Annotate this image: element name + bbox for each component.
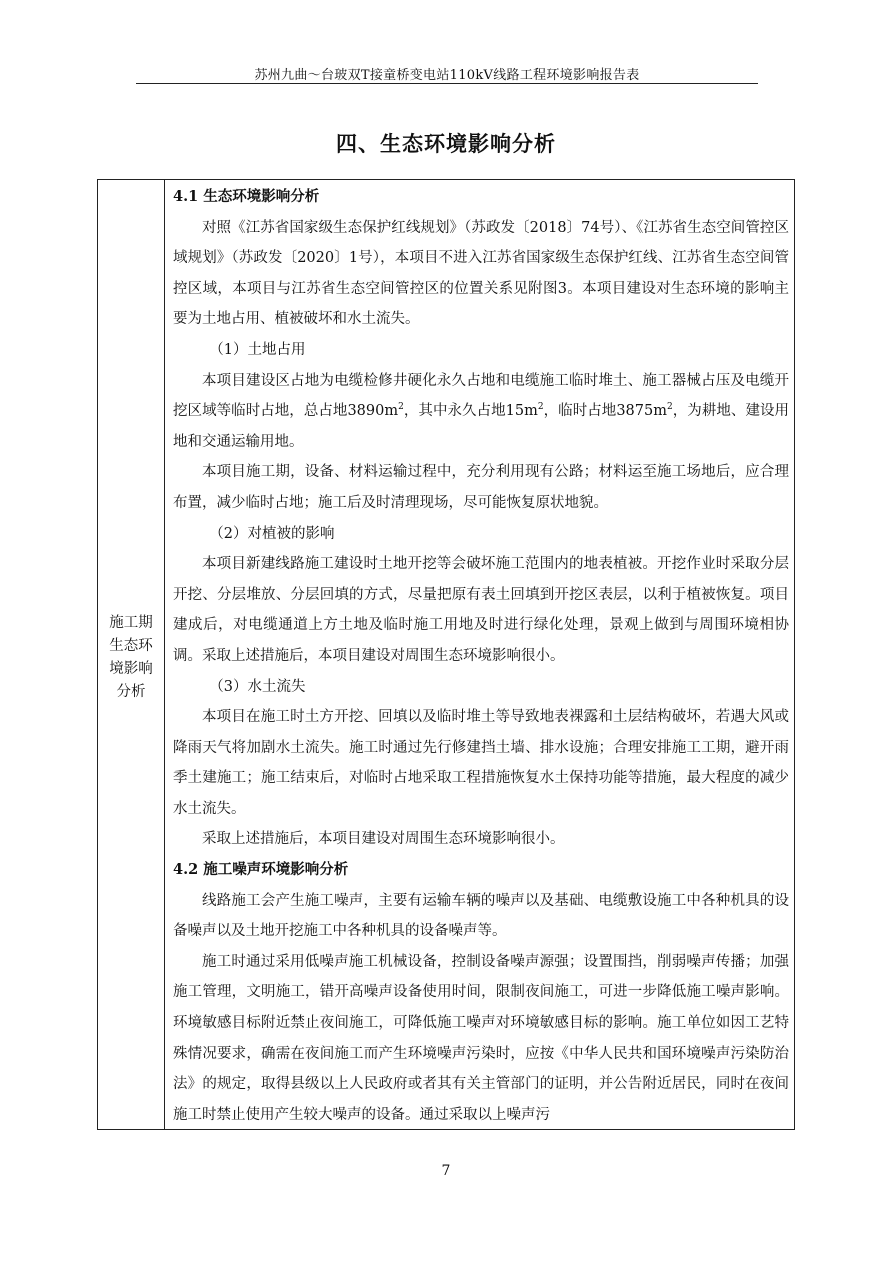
paragraph: 本项目施工期，设备、材料运输过程中，充分利用现有公路；材料运至施工场地后，应合理布置，减少临时占地；施工后及时清理现场，尽可能恢复原状地貌。 [173,464,789,511]
subheading-soil-erosion: （3）水土流失 [209,678,306,695]
paragraph: 本项目新建线路施工建设时土地开挖等会破坏施工范围内的地表植被。开挖作业时采取分层开挖、分层堆放、分层回填的方式，尽量把原有表土回填到开挖区表层，以利于植被恢复。项目建成后，对电缆通道上方土地及临时施工用地及时进行绿化处理，景观上做到与周围环境相协调。采取上述措施后，本项目建设对周围生态环境影响很小。 [173,556,789,664]
text-run: ，临时占地3875m [543,403,667,420]
paragraph: 对照《江苏省国家级生态保护红线规划》（苏政发〔2018〕74号）、《江苏省生态空间管控区域规划》（苏政发〔2020〕1号），本项目不进入江苏省国家级生态保护红线、江苏省生态空间管控区域，本项目与江苏省生态空间管控区的位置关系见附图3。本项目建设对生态环境的影响主要为土地占用、植被破坏和水土流失。 [173,219,789,328]
superscript: 2 [666,402,673,413]
chapter-title: 四、生态环境影响分析 [336,131,556,156]
page-number: 7 [441,1163,451,1179]
row-label-line: 分析 [116,684,146,700]
content-cell [173,182,789,1130]
superscript: 2 [398,402,404,413]
text-run: ，为耕地、建设用地和交通运输用地。 [173,403,790,450]
header-rule [136,83,758,84]
paragraph: 采取上述措施后，本项目建设对周围生态环境影响很小。 [202,831,565,848]
text-run: ，其中永久占地15m [403,403,538,420]
running-header: 苏州九曲～台玻双T接童桥变电站110kV线路工程环境影响报告表 [254,68,640,83]
analysis-table [97,179,795,1130]
superscript: 2 [537,402,544,413]
paragraph: 本项目在施工时土方开挖、回填以及临时堆土等导致地表裸露和土层结构破坏，若遇大风或降雨天气将加剧水土流失。施工时通过先行修建挡土墙、排水设施；合理安排施工工期，避开雨季土建施工；施工结束后，对临时占地采取工程措施恢复水土保持功能等措施，最大程度的减少水土流失。 [173,709,789,817]
row-label [98,612,164,704]
row-label-line: 生态环 [109,638,153,654]
row-label-line: 境影响 [109,661,153,677]
paragraph: 线路施工会产生施工噪声，主要有运输车辆的噪声以及基础、电缆敷设施工中各种机具的设备噪声以及土地开挖施工中各种机具的设备噪声等。 [173,892,789,940]
row-label-line: 施工期 [109,615,153,631]
section-heading-ecology: 4.1 生态环境影响分析 [173,188,320,205]
subheading-land-use: （1）土地占用 [209,341,306,358]
paragraph-land-area [173,366,789,458]
subheading-vegetation: （2）对植被的影响 [209,525,335,542]
text-run: 本项目建设区占地为电缆检修井硬化永久占地和电缆施工临时堆土、施工器械占压及电缆开挖区域等临时占地，总占地3890m [173,372,789,420]
section-heading-noise: 4.2 施工噪声环境影响分析 [173,861,349,879]
left-label-cell [98,180,165,1129]
paragraph: 施工时通过采用低噪声施工机械设备，控制设备噪声源强；设置围挡，削弱噪声传播；加强施工管理，文明施工，错开高噪声设备使用时间，限制夜间施工，可进一步降低施工噪声影响。环境敏感目标附近禁止夜间施工，可降低施工噪声对环境敏感目标的影响。施工单位如因工艺特殊情况要求，确需在夜间施工而产生环境噪声污染时，应按《中华人民共和国环境噪声污染防治法》的规定，取得县级以上人民政府或者其有关主管部门的证明，并公告附近居民，同时在夜间施工时禁止使用产生较大噪声的设备。通过采取以上噪声污 [173,953,789,1123]
